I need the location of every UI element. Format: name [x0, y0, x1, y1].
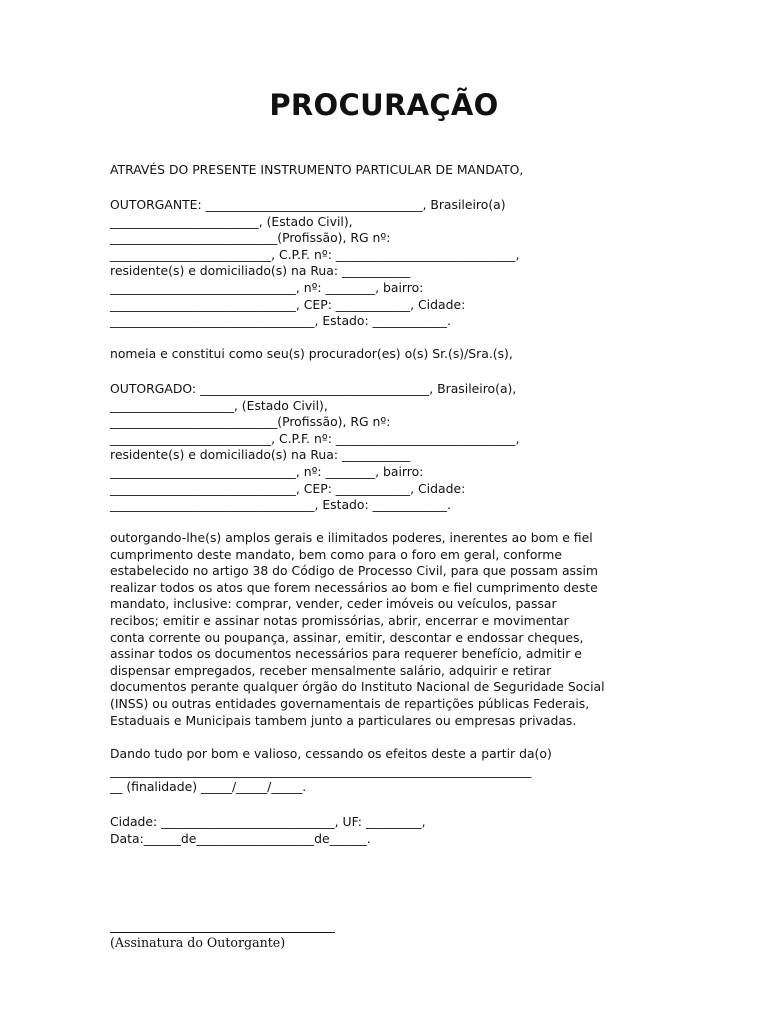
outorgante-line: __________________________, C.P.F. nº: _____________________________,: [110, 246, 520, 262]
validade-line: __ (finalidade) _____/_____/_____.: [110, 779, 307, 795]
poderes-line: conta corrente ou poupança, assinar, emitir, descontar e endossar cheques,: [110, 629, 584, 645]
outorgante-line: residente(s) e domiciliado(s) na Rua: ___________: [110, 263, 411, 279]
poderes-line: realizar todos os atos que forem necessários ao bom e fiel cumprimento deste: [110, 579, 598, 595]
outorgado-line: OUTORGADO: _____________________________________, Brasileiro(a),: [110, 381, 517, 396]
signature-line: [110, 932, 335, 933]
poderes-line: (INSS) ou outras entidades governamentais de repartições públicas Federais,: [110, 695, 590, 711]
poderes-line: outorgando-lhe(s) amplos gerais e ilimitados poderes, inerentes ao bom e fiel: [110, 530, 593, 545]
data-line: Data:______de___________________de______.: [110, 830, 371, 846]
outorgante-line: ______________________________, CEP: ____________, Cidade:: [110, 296, 466, 312]
local-data-section: [110, 814, 670, 847]
outorgado-line: ______________________________, CEP: ____________, Cidade:: [110, 480, 466, 496]
poderes-line: assinar todos os documentos necessários para requerer benefício, admitir e: [110, 646, 582, 662]
nomeia-text: nomeia e constitui como seu(s) procurador(es) o(s) Sr.(s)/Sra.(s),: [110, 346, 513, 361]
outorgado-line: residente(s) e domiciliado(s) na Rua: ___________: [110, 447, 411, 463]
outorgante-section: [110, 197, 670, 330]
poderes-line: dispensar empregados, receber mensalmente salário, adquirir e retirar: [110, 662, 552, 678]
validade-section: [110, 746, 670, 796]
document-title: PROCURAÇÃO: [269, 88, 499, 122]
outorgado-line: __________________________, C.P.F. nº: _____________________________,: [110, 430, 520, 446]
poderes-line: recibos; emitir e assinar notas promissórias, abrir, encerrar e movimentar: [110, 612, 569, 628]
outorgado-line: ______________________________, nº: ________, bairro:: [110, 463, 424, 479]
validade-line: ____________________________________________________________________: [110, 762, 532, 778]
intro-text: ATRAVÉS DO PRESENTE INSTRUMENTO PARTICULAR DE MANDATO,: [110, 162, 524, 177]
outorgante-line: OUTORGANTE: ___________________________________, Brasileiro(a): [110, 197, 506, 212]
outorgado-line: ____________________, (Estado Civil),: [110, 397, 328, 413]
outorgante-line: ______________________________, nº: ________, bairro:: [110, 279, 424, 295]
outorgado-section: [110, 381, 670, 514]
validade-line: Dando tudo por bom e valioso, cessando os efeitos deste a partir da(o): [110, 746, 552, 761]
poderes-line: documentos perante qualquer órgão do Instituto Nacional de Seguridade Social: [110, 679, 605, 695]
outorgado-line: ___________________________(Profissão), RG nº:: [110, 414, 391, 430]
cidade-line: Cidade: ____________________________, UF: _________,: [110, 814, 426, 829]
outorgado-line: _________________________________, Estado: ____________.: [110, 497, 451, 513]
poderes-line: Estaduais e Municipais tambem junto a particulares ou empresas privadas.: [110, 712, 577, 728]
poderes-line: cumprimento deste mandato, bem como para o foro em geral, conforme: [110, 546, 562, 562]
poderes-line: estabelecido no artigo 38 do Código de Processo Civil, para que possam assim: [110, 563, 598, 579]
poderes-paragraph: [110, 530, 670, 729]
outorgante-line: _________________________________, Estado: ____________.: [110, 313, 451, 329]
outorgante-line: ___________________________(Profissão), RG nº:: [110, 230, 391, 246]
outorgante-line: ________________________, (Estado Civil),: [110, 213, 353, 229]
signature-label: (Assinatura do Outorgante): [110, 935, 286, 950]
poderes-line: mandato, inclusive: comprar, vender, ceder imóveis ou veículos, passar: [110, 596, 557, 612]
